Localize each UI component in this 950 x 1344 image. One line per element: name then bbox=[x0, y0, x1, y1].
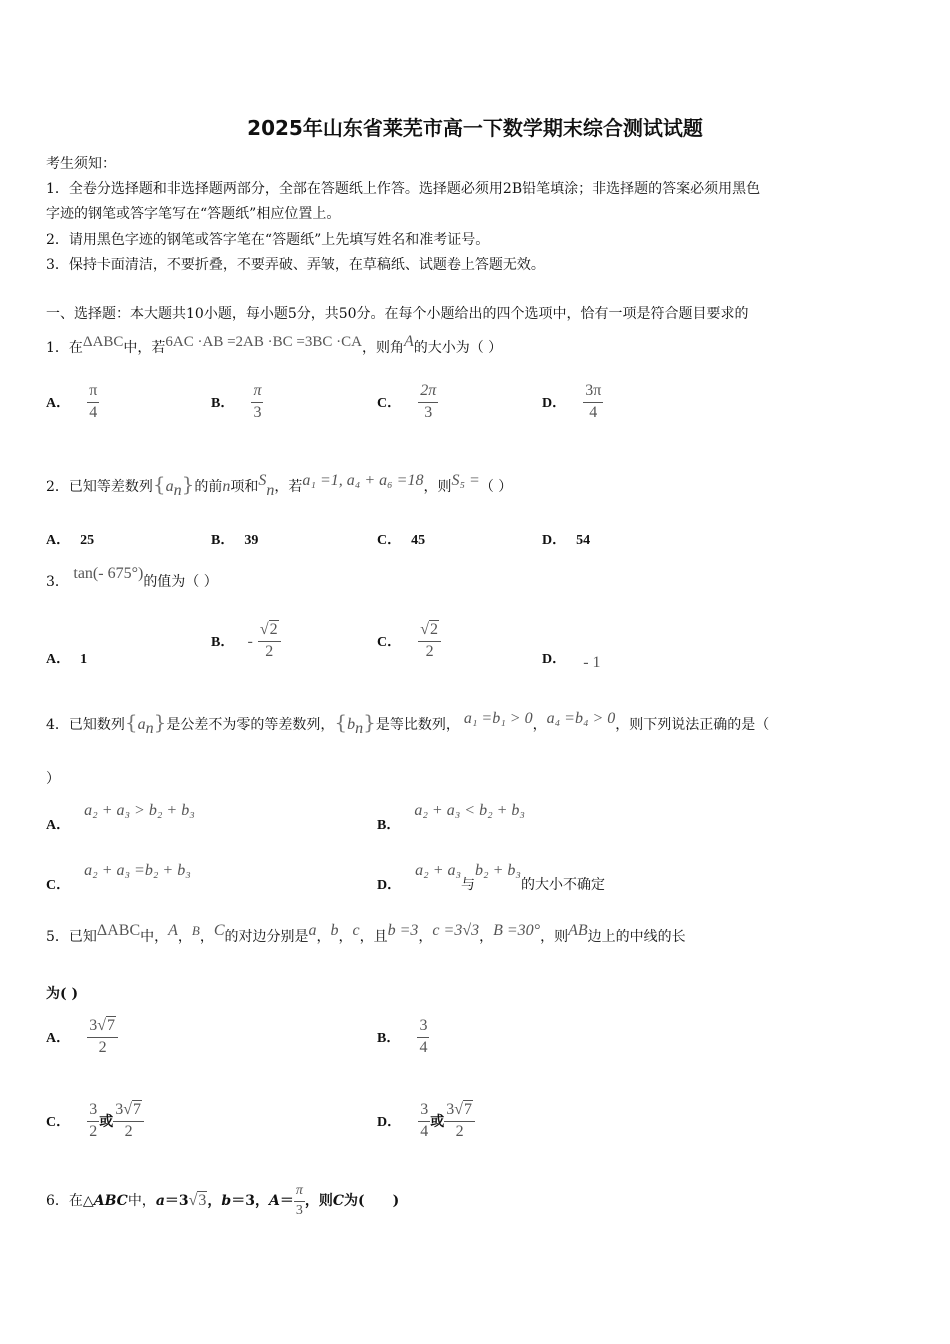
q4-text: 是公差不为零的等差数列， bbox=[166, 717, 335, 733]
q1-option-d[interactable] bbox=[542, 383, 603, 422]
q4-option-a[interactable] bbox=[46, 800, 195, 834]
q2-text: 的前 bbox=[194, 479, 223, 495]
or-text: 或 bbox=[99, 1113, 114, 1130]
q5-text: ，则 bbox=[540, 929, 569, 945]
option-label: C． bbox=[46, 1114, 71, 1130]
option-value: 45 bbox=[411, 533, 426, 548]
q2-text: ，若 bbox=[274, 479, 303, 495]
fraction-denominator: 2 bbox=[124, 1122, 133, 1140]
radicand: 7 bbox=[464, 1101, 472, 1118]
q5-option-c[interactable]: C． $\frac{3}{2}$ 或 $\frac{3√7}{2}$ bbox=[46, 1102, 144, 1141]
fraction-numerator: π bbox=[87, 383, 99, 403]
option-label: D． bbox=[542, 533, 567, 548]
option-label: C． bbox=[377, 533, 402, 548]
fraction-denominator: 2 bbox=[98, 1038, 107, 1056]
q4-text: ，则下列说法正确的是（ bbox=[615, 717, 770, 733]
fraction-numerator: 3 bbox=[417, 1018, 429, 1038]
q1-option-b[interactable] bbox=[211, 383, 263, 422]
option-label: C． bbox=[377, 395, 402, 411]
option-value: 54 bbox=[576, 533, 591, 548]
q5-math-C: C bbox=[213, 922, 225, 939]
q1-text: ，则角 bbox=[361, 340, 404, 356]
option-value: 25 bbox=[80, 533, 95, 548]
fraction-numerator: 2π bbox=[418, 383, 438, 403]
page-title: 2025年山东省莱芜市高一下数学期末综合测试试题 bbox=[247, 116, 703, 140]
q3-option-c[interactable]: C． $\frac{√2}{2}$ bbox=[377, 622, 441, 661]
q1-math-condition: 6AC ·AB =2AB ·BC =3BC ·CA bbox=[165, 334, 362, 350]
option-label: A． bbox=[46, 395, 71, 411]
q2-option-d[interactable] bbox=[542, 529, 590, 549]
q2-number: 2． bbox=[46, 479, 69, 495]
radicand: 2 bbox=[430, 621, 438, 638]
fraction-denominator: 4 bbox=[419, 1038, 428, 1056]
q5-math-c: c bbox=[352, 922, 360, 939]
q5-text-continued: 为( ) bbox=[46, 986, 79, 1002]
q4-math-subscript: n bbox=[355, 719, 364, 737]
fraction-numerator: π bbox=[294, 1184, 305, 1202]
fraction-denominator: 4 bbox=[420, 1122, 429, 1140]
q5-option-d[interactable]: D． $\frac{3}{4}$ 或 $\frac{3√7}{2}$ bbox=[377, 1102, 475, 1141]
option-expression: a₂ + a₃ < b₂ + b₃ bbox=[414, 802, 525, 819]
fraction-denominator: 3 bbox=[424, 403, 433, 421]
notice-line-1: 1．全卷分选择题和非选择题两部分，全部在答题纸上作答。选择题必须用2B铅笔填涂；非选择题的答案必须用黑色 bbox=[46, 181, 761, 197]
q1-text: 在 bbox=[68, 340, 83, 356]
fraction-numerator: 3 bbox=[418, 1102, 430, 1122]
q4-math-condition-1: a₁ =b₁ > 0 bbox=[463, 710, 533, 727]
q5-text: 中， bbox=[140, 929, 169, 945]
q2-option-a[interactable] bbox=[46, 529, 94, 549]
q2-math-n: n bbox=[222, 478, 231, 495]
q6-text: 中， bbox=[127, 1193, 156, 1210]
question-4: 4．已知数列$\{a_n\}$是公差不为零的等差数列，$\{b_n\}$是等比数列， a₁ =b₁ > 0，a₄ =b₄ > 0，则下列说法正确的是（ bbox=[46, 710, 770, 737]
q6-text: 在△ bbox=[68, 1193, 94, 1210]
q2-text: ，则 bbox=[423, 479, 452, 495]
or-text: 或 bbox=[430, 1113, 445, 1130]
q6-text: ＝3 bbox=[164, 1193, 189, 1210]
q4-text: 已知数列 bbox=[68, 717, 125, 733]
fraction-denominator: 4 bbox=[89, 403, 98, 421]
radicand: 2 bbox=[269, 621, 278, 638]
q5-text: ，且 bbox=[359, 929, 388, 945]
fraction-denominator: 2 bbox=[425, 642, 434, 660]
fraction-numerator: π bbox=[251, 383, 263, 403]
q6-text: ＝ bbox=[279, 1193, 294, 1210]
option-label: A． bbox=[46, 818, 71, 833]
question-5: 5．已知ΔABC中，A，B，C的对边分别是a，b，c，且b =3，c =3√3，B =30°，则AB边上的中线的长 bbox=[46, 922, 686, 945]
option-label: D． bbox=[377, 878, 402, 893]
option-expression: a₂ + a₃ > b₂ + b₃ bbox=[84, 802, 195, 819]
q5-text: 的对边分别是 bbox=[224, 929, 309, 945]
q5-option-a[interactable]: A． $\frac{3√7}{2}$ bbox=[46, 1018, 118, 1057]
fraction-denominator: 2 bbox=[265, 642, 274, 660]
fraction-denominator: 3 bbox=[253, 403, 262, 421]
q4-math-b: b bbox=[347, 716, 356, 733]
q4-option-b[interactable] bbox=[377, 800, 525, 834]
option-label: B． bbox=[377, 1030, 401, 1046]
q3-option-b[interactable]: B． - $\frac{√2}{2}$ bbox=[211, 622, 281, 661]
q2-text: 项和 bbox=[230, 479, 259, 495]
notice-line-4: 3．保持卡面清洁，不要折叠，不要弄破、弄皱，在草稿纸、试题卷上答题无效。 bbox=[46, 257, 545, 273]
option-label: B． bbox=[211, 395, 235, 411]
option-label: D． bbox=[542, 395, 567, 411]
q5-math-A: A bbox=[168, 922, 178, 939]
q6-text: ＝3， bbox=[231, 1193, 269, 1210]
q5-math-B: B bbox=[191, 923, 200, 938]
q1-text: 中，若 bbox=[123, 340, 166, 356]
q6-math-triangle: ABC bbox=[93, 1193, 128, 1210]
q5-math-b-value: b =3 bbox=[387, 922, 419, 939]
option-label: B． bbox=[211, 634, 235, 650]
q5-math-B-value: B =30° bbox=[493, 922, 541, 939]
option-label: A． bbox=[46, 652, 71, 667]
q4-math-subscript: n bbox=[145, 719, 154, 737]
q3-math-expression: tan(- 675°) bbox=[73, 565, 144, 582]
q4-math-condition-2: a₄ =b₄ > 0 bbox=[546, 710, 616, 727]
q6-math-a: a bbox=[155, 1193, 165, 1210]
q2-option-b[interactable] bbox=[211, 529, 258, 549]
radicand: 7 bbox=[133, 1101, 141, 1118]
q6-math-C: C bbox=[332, 1193, 345, 1210]
q1-math-triangle: ΔABC bbox=[82, 334, 124, 350]
option-label: B． bbox=[211, 533, 235, 548]
q5-math-b: b bbox=[330, 922, 339, 939]
option-value: - 1 bbox=[583, 654, 601, 671]
notice-heading: 考生须知： bbox=[46, 156, 116, 172]
option-value: 39 bbox=[244, 533, 259, 548]
coefficient: 3 bbox=[115, 1101, 124, 1118]
q6-number: 6． bbox=[46, 1193, 69, 1210]
q5-number: 5． bbox=[46, 929, 69, 945]
q2-math-sum: S bbox=[258, 472, 267, 489]
q6-math-b: b bbox=[221, 1193, 232, 1210]
q2-math-condition: a₁ =1, a₄ + a₆ =18 bbox=[302, 472, 424, 489]
q5-option-b[interactable] bbox=[377, 1018, 429, 1057]
q4-option-d[interactable] bbox=[377, 860, 605, 894]
fraction-denominator: 4 bbox=[589, 403, 598, 421]
q4-text: 是等比数列， bbox=[375, 717, 460, 733]
option-label: A． bbox=[46, 533, 71, 548]
option-label: B． bbox=[377, 818, 401, 833]
q6-text: 为( ) bbox=[344, 1193, 400, 1210]
q6-text: ， bbox=[207, 1193, 222, 1210]
option-label: C． bbox=[377, 634, 402, 650]
option-text: 的大小不确定 bbox=[520, 877, 605, 893]
q5-math-a: a bbox=[308, 922, 317, 939]
q2-math-subscript: n bbox=[266, 481, 275, 499]
option-text: 与 bbox=[461, 877, 476, 893]
q6-text: ，则 bbox=[304, 1193, 333, 1210]
fraction-denominator: 2 bbox=[89, 1122, 98, 1140]
option-label: A． bbox=[46, 1030, 71, 1046]
q4-text: ， bbox=[532, 717, 547, 733]
option-label: D． bbox=[542, 652, 567, 667]
q2-math-target: S₅ = bbox=[451, 472, 480, 489]
option-expression: a₂ + a₃ =b₂ + b₃ bbox=[84, 862, 191, 879]
minus-sign: - bbox=[247, 632, 253, 650]
q2-math-subscript: n bbox=[173, 481, 182, 499]
q2-option-c[interactable] bbox=[377, 529, 425, 549]
q5-math-c-value: c =3√3 bbox=[432, 922, 480, 939]
q5-math-triangle: ΔABC bbox=[96, 922, 141, 939]
q3-option-a[interactable] bbox=[46, 648, 87, 668]
fraction-numerator: 3π bbox=[583, 383, 603, 403]
q3-option-d[interactable] bbox=[542, 648, 601, 672]
option-label: D． bbox=[377, 1114, 402, 1130]
q5-text: 已知 bbox=[68, 929, 97, 945]
fraction-numerator: 3 bbox=[87, 1102, 99, 1122]
q1-text: 的大小为（ ） bbox=[413, 340, 503, 356]
q4-text-continued: ） bbox=[46, 771, 60, 787]
q2-math-sequence: a bbox=[165, 478, 174, 495]
option-expression: a₂ + a₃ bbox=[415, 862, 462, 879]
section-heading: 一、选择题：本大题共10小题，每小题5分，共50分。在每个小题给出的四个选项中，恰有一项是符合题目要求的 bbox=[46, 306, 749, 322]
q6-math-A: A bbox=[268, 1193, 280, 1210]
q3-text: 的值为（ ） bbox=[143, 574, 218, 590]
q3-number: 3． bbox=[46, 574, 69, 590]
q1-number: 1． bbox=[46, 340, 69, 356]
question-2: 2．已知等差数列$\{a_n\}$的前n项和$S_n$，若a₁ =1, a₄ + a₆ =18，则S₅ =（ ） bbox=[46, 472, 513, 499]
radicand: 3 bbox=[198, 1192, 207, 1210]
q1-option-a[interactable] bbox=[46, 383, 99, 422]
option-value: 1 bbox=[80, 652, 88, 667]
q4-option-c[interactable] bbox=[46, 860, 191, 894]
q1-math-angle: A bbox=[403, 333, 414, 350]
fraction-denominator: 3 bbox=[295, 1202, 303, 1218]
q5-text: 边上的中线的长 bbox=[587, 929, 686, 945]
option-expression: b₂ + b₃ bbox=[475, 862, 521, 879]
notice-line-2: 字迹的钢笔或答字笔写在“答题纸”相应位置上。 bbox=[46, 206, 341, 222]
q2-text: （ ） bbox=[479, 479, 513, 495]
q2-text: 已知等差数列 bbox=[68, 479, 153, 495]
q4-number: 4． bbox=[46, 717, 69, 733]
q4-math-a: a bbox=[137, 716, 146, 733]
question-6: 6．在△ABC中，a＝3√3，b＝3，A＝ $\frac{\pi}{3}$ ，则C为( ) bbox=[46, 1183, 400, 1218]
coefficient: 3 bbox=[446, 1101, 455, 1118]
fraction-denominator: 2 bbox=[455, 1122, 464, 1140]
q5-math-AB: AB bbox=[568, 922, 588, 939]
question-1 bbox=[46, 333, 502, 357]
notice-line-3: 2．请用黑色字迹的钢笔或答字笔在“答题纸”上先填写姓名和准考证号。 bbox=[46, 232, 490, 248]
option-label: C． bbox=[46, 878, 71, 893]
coefficient: 3 bbox=[89, 1017, 98, 1034]
q1-option-c[interactable] bbox=[377, 383, 438, 422]
radicand: 7 bbox=[107, 1017, 115, 1034]
question-3 bbox=[46, 565, 218, 591]
